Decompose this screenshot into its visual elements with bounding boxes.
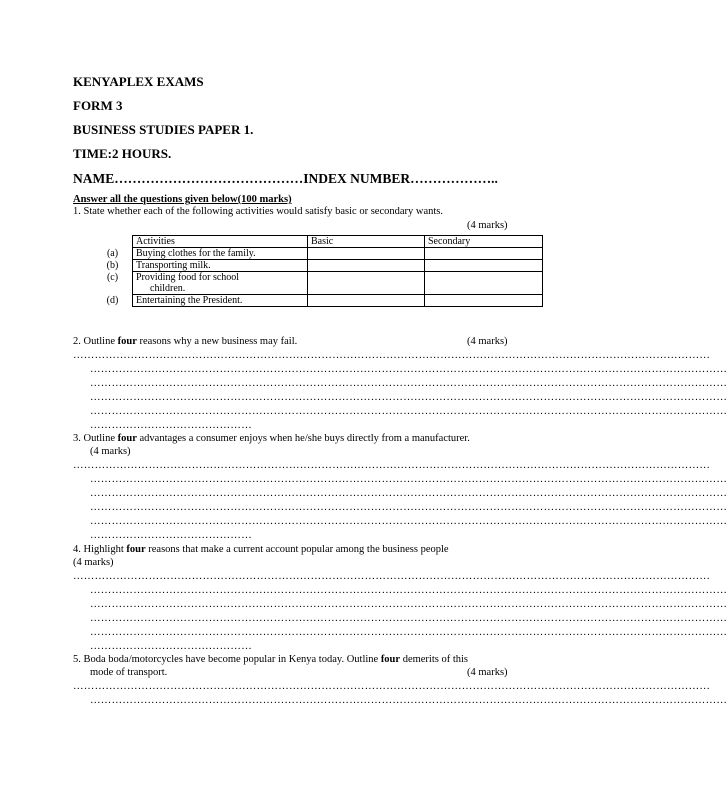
answer-line[interactable]: …………………………………………………………………………………………………………………………………………………………… xyxy=(90,695,727,706)
name-field xyxy=(73,171,498,187)
row-label: (d) xyxy=(106,294,119,306)
answer-line[interactable]: …………………………………………………………………………………………………………………………………………………………… xyxy=(73,681,711,692)
table-header-row xyxy=(93,236,543,248)
activity-line: Providing food for school xyxy=(136,272,240,283)
question-3-marks: (4 marks) xyxy=(90,446,131,457)
exam-form: FORM 3 xyxy=(73,98,123,113)
basic-answer-cell[interactable] xyxy=(308,295,425,307)
activity-cell: Entertaining the President. xyxy=(133,295,308,307)
answer-line[interactable]: ……………………………………… xyxy=(90,530,252,541)
secondary-answer-cell[interactable] xyxy=(425,260,543,272)
question-4-text: 4. Highlight four reasons that make a current account popular among the business people xyxy=(73,544,449,555)
answer-line[interactable]: …………………………………………………………………………………………………………………………………………………………… xyxy=(90,599,727,610)
basic-answer-cell[interactable] xyxy=(308,248,425,260)
activity-cell: Buying clothes for the family. xyxy=(133,248,308,260)
question-2-text: 2. Outline four reasons why a new business may fail. xyxy=(73,336,298,347)
basic-answer-cell[interactable] xyxy=(308,260,425,272)
activity-cell xyxy=(133,272,308,295)
index-number-label: INDEX NUMBER……………….. xyxy=(303,171,498,186)
answer-line[interactable]: …………………………………………………………………………………………………………………………………………………………… xyxy=(73,460,711,471)
question-5-text-line2: mode of transport. xyxy=(90,667,168,678)
answer-line[interactable]: …………………………………………………………………………………………………………………………………………………………… xyxy=(90,585,727,596)
question-1-text: 1. State whether each of the following activities would satisfy basic or secondary wants. xyxy=(73,206,444,217)
basic-answer-cell[interactable] xyxy=(308,272,425,295)
activity-line: children. xyxy=(150,283,186,294)
instructions: Answer all the questions given below(100 marks) xyxy=(73,194,292,205)
answer-line[interactable]: …………………………………………………………………………………………………………………………………………………………… xyxy=(90,378,727,389)
header-secondary: Secondary xyxy=(425,236,543,248)
question-3-text: 3. Outline four advantages a consumer enjoys when he/she buys directly from a manufacturer. xyxy=(73,433,470,444)
row-label: (c) xyxy=(106,271,119,283)
secondary-answer-cell[interactable] xyxy=(425,248,543,260)
answer-line[interactable]: …………………………………………………………………………………………………………………………………………………………… xyxy=(73,350,711,361)
answer-line[interactable]: …………………………………………………………………………………………………………………………………………………………… xyxy=(90,392,727,403)
exam-duration: TIME:2 HOURS. xyxy=(73,146,172,161)
header-activities: Activities xyxy=(133,236,308,248)
answer-line[interactable]: …………………………………………………………………………………………………………………………………………………………… xyxy=(90,502,727,513)
answer-line[interactable]: …………………………………………………………………………………………………………………………………………………………… xyxy=(90,474,727,485)
table-row xyxy=(93,248,543,260)
name-label: NAME…………………………………… xyxy=(73,171,304,186)
answer-line[interactable]: …………………………………………………………………………………………………………………………………………………………… xyxy=(90,364,727,375)
exam-paper-title: BUSINESS STUDIES PAPER 1. xyxy=(73,122,254,137)
activities-table xyxy=(93,235,543,307)
question-4-marks: (4 marks) xyxy=(73,557,114,568)
header-basic: Basic xyxy=(308,236,425,248)
answer-line[interactable]: ……………………………………… xyxy=(90,420,252,431)
answer-line[interactable]: …………………………………………………………………………………………………………………………………………………………… xyxy=(90,488,727,499)
exam-organization: KENYAPLEX EXAMS xyxy=(73,74,204,89)
activity-cell: Transporting milk. xyxy=(133,260,308,272)
secondary-answer-cell[interactable] xyxy=(425,295,543,307)
answer-line[interactable]: …………………………………………………………………………………………………………………………………………………………… xyxy=(73,571,711,582)
question-2-marks: (4 marks) xyxy=(467,336,508,347)
question-5-text: 5. Boda boda/motorcycles have become popular in Kenya today. Outline four demerits of this xyxy=(73,654,469,665)
secondary-answer-cell[interactable] xyxy=(425,272,543,295)
question-5-marks: (4 marks) xyxy=(467,667,508,678)
table-row xyxy=(93,295,543,307)
row-label: (b) xyxy=(106,259,119,271)
table-row xyxy=(93,260,543,272)
answer-line[interactable]: …………………………………………………………………………………………………………………………………………………………… xyxy=(90,406,727,417)
table-row xyxy=(93,272,543,295)
answer-line[interactable]: …………………………………………………………………………………………………………………………………………………………… xyxy=(90,613,727,624)
answer-line[interactable]: …………………………………………………………………………………………………………………………………………………………… xyxy=(90,516,727,527)
row-label: (a) xyxy=(106,247,119,259)
question-1-marks: (4 marks) xyxy=(467,220,508,231)
answer-line[interactable]: ……………………………………… xyxy=(90,641,252,652)
answer-line[interactable]: …………………………………………………………………………………………………………………………………………………………… xyxy=(90,627,727,638)
